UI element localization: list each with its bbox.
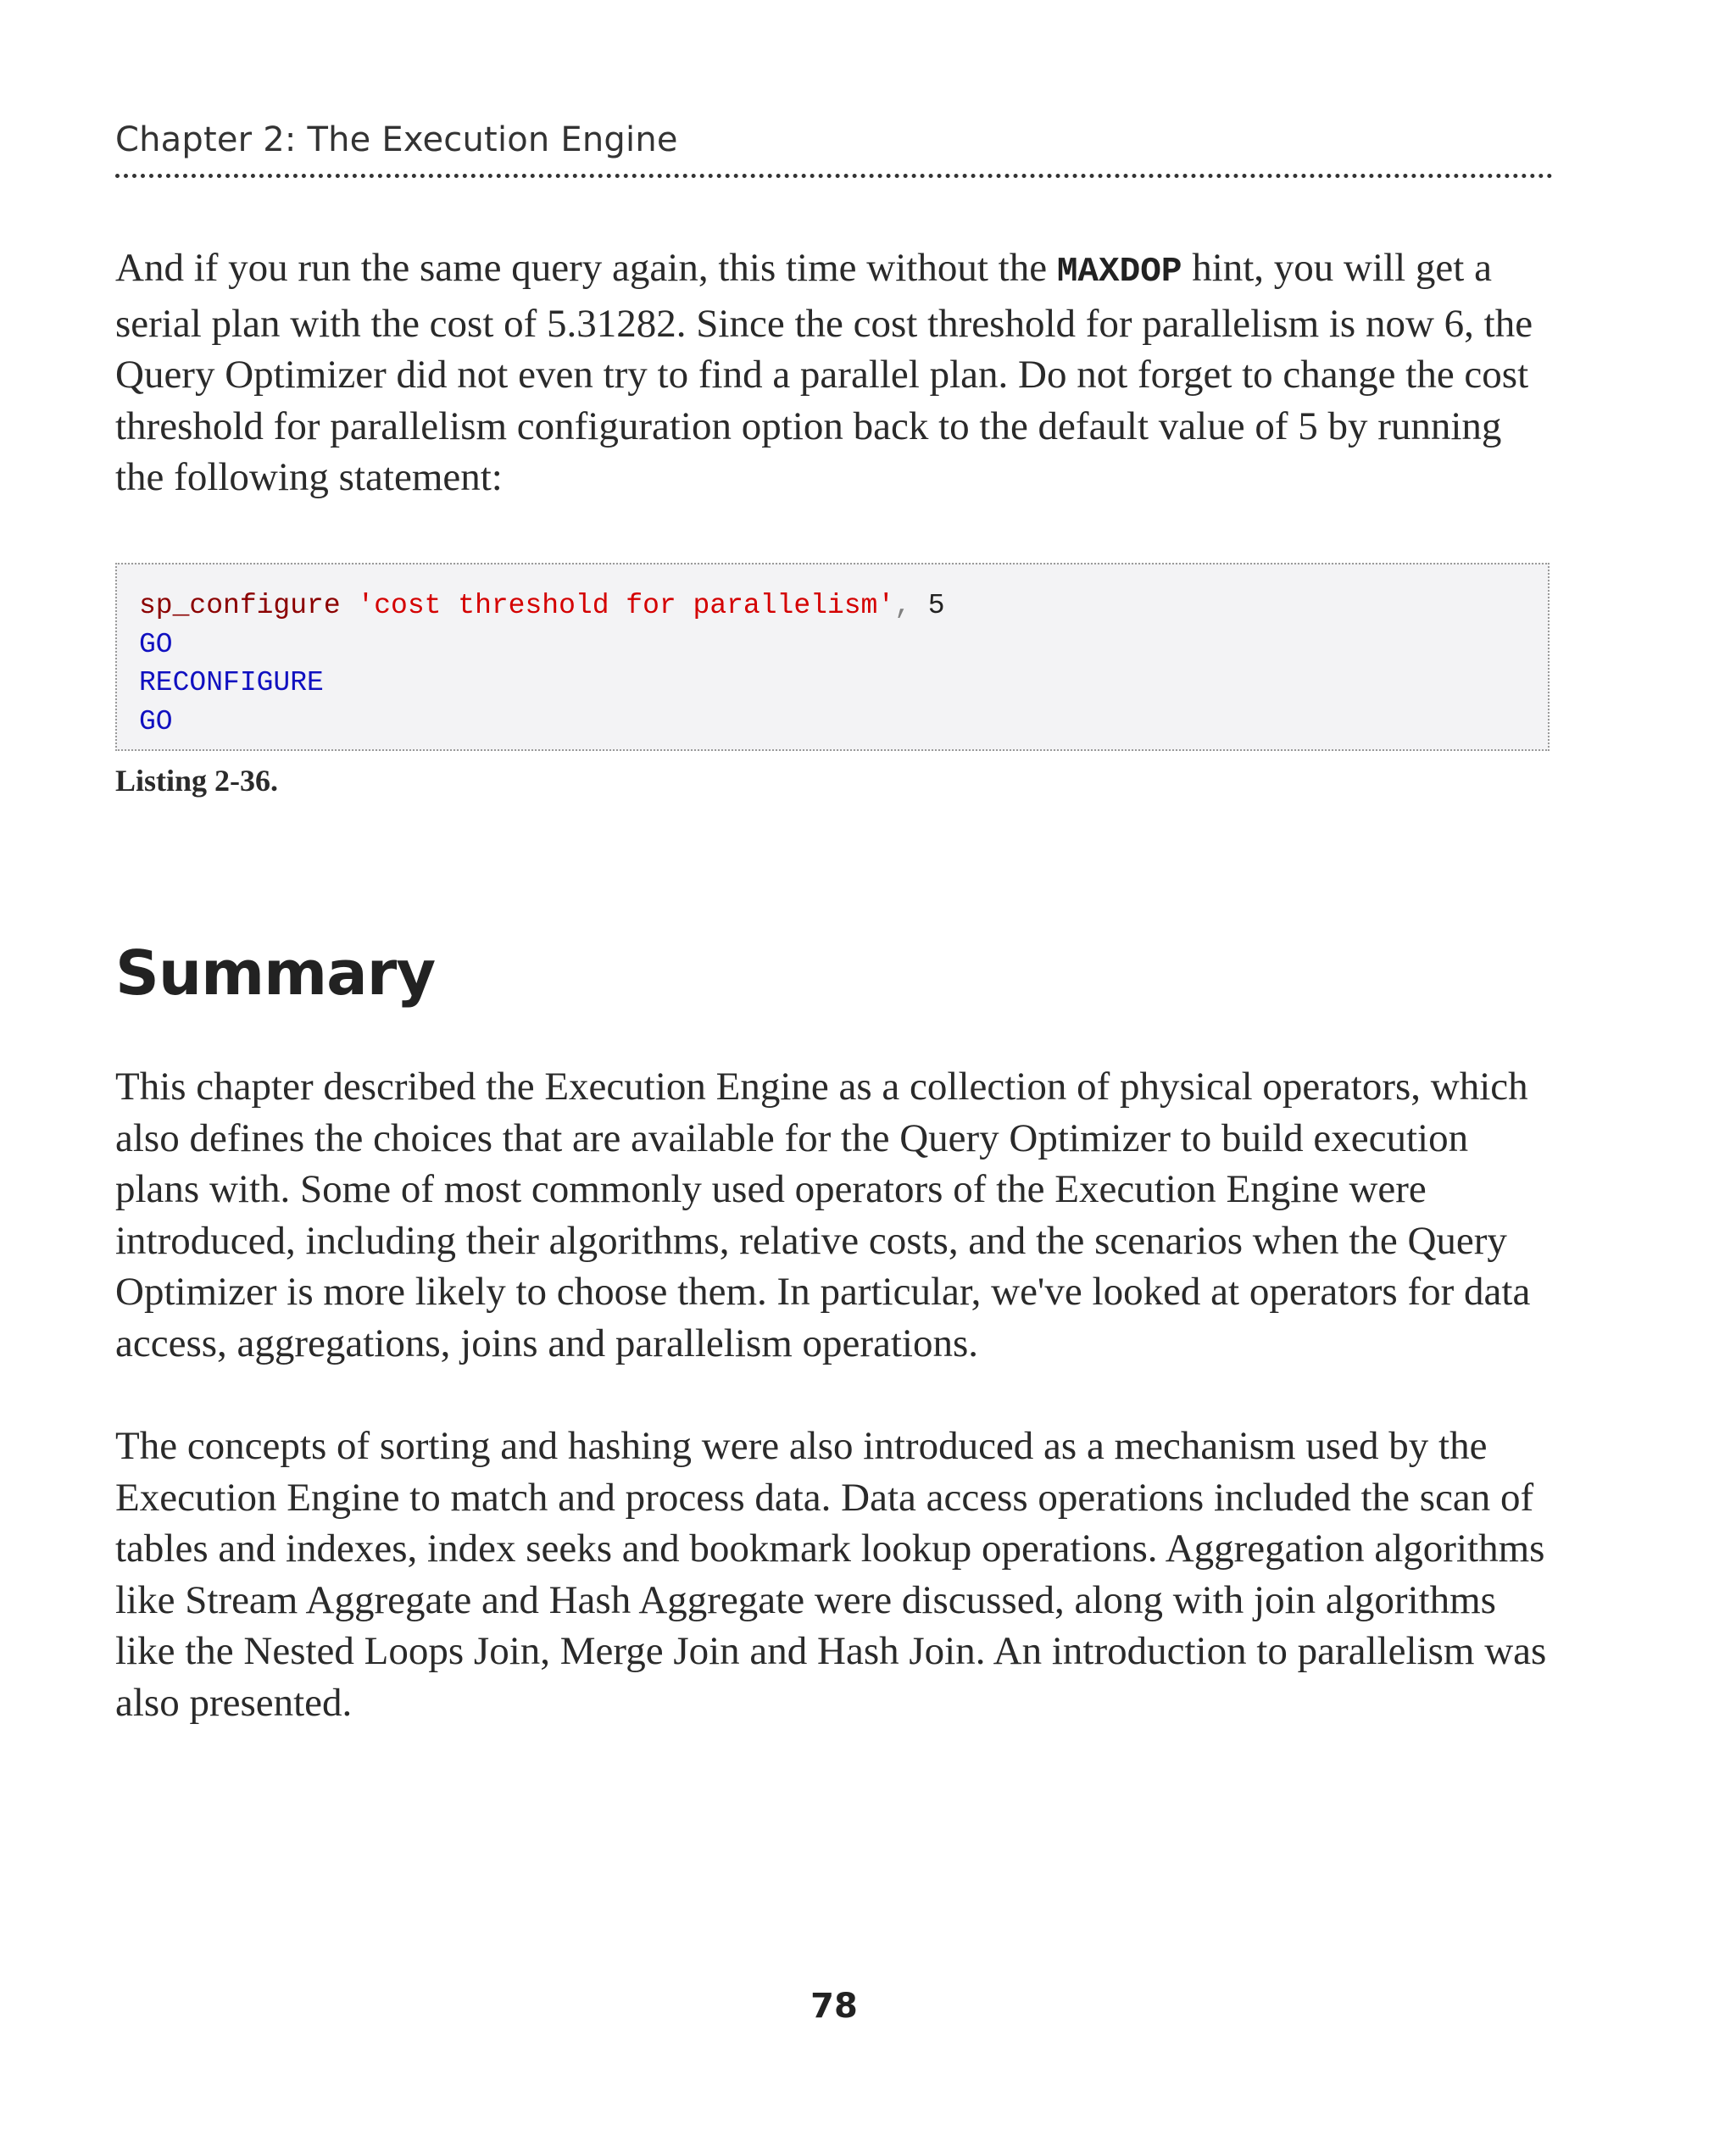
listing-caption: Listing 2-36. [115,764,279,798]
code-line-1 [139,587,1548,626]
header-dotted-rule [115,174,1553,178]
code-number-literal: 5 [910,590,945,621]
code-procedure-name: sp_configure [139,590,341,621]
intro-text-before: And if you run the same query again, this time without the [115,246,1057,290]
code-listing [115,563,1550,751]
code-comma: , [894,590,911,621]
code-string-literal: 'cost threshold for parallelism' [357,590,895,621]
inline-code-maxdop: MAXDOP [1056,253,1182,292]
code-line-2: GO [139,628,173,660]
intro-paragraph [115,242,1556,503]
code-space [341,590,358,621]
intro-text-after: hint, you will get a serial plan with the cost of 5.31282. Since the cost threshold for parallelism is now 6, the Query Optimizer did not even try to find a parallel plan. Do not forget to change the cost threshold for parallelism configuration option back to the default value of 5 by running the following statement: [115,246,1533,500]
summary-paragraph-2: The concepts of sorting and hashing were also introduced as a mechanism used by the Execution Engine to match and process data. Data access operations included the scan of tables and indexes, index seeks and bookmark lookup operations. Aggregation algorithms like Stream Aggregate and Hash Aggregate were discussed, along with join algorithms like the Nested Loops Join, Merge Join and Hash Join. An introduction to parallelism was also presented. [115,1424,1547,1725]
section-heading-summary: Summary [115,937,436,1009]
summary-paragraph-1: This chapter described the Execution Engine as a collection of physical operators, which also defines the choices that are available for the Query Optimizer to build execution plans with. Some of most commonly used operators of the Execution Engine were introduced, including their algorithms, relative costs, and the scenarios when the Query Optimizer is more likely to choose them. In particular, we've looked at operators for data access, aggregations, joins and parallelism operations. [115,1065,1531,1365]
page-number: 78 [810,1987,858,2026]
code-line-3: RECONFIGURE [139,667,324,698]
running-header: Chapter 2: The Execution Engine [115,120,678,159]
code-line-4: GO [139,705,173,737]
